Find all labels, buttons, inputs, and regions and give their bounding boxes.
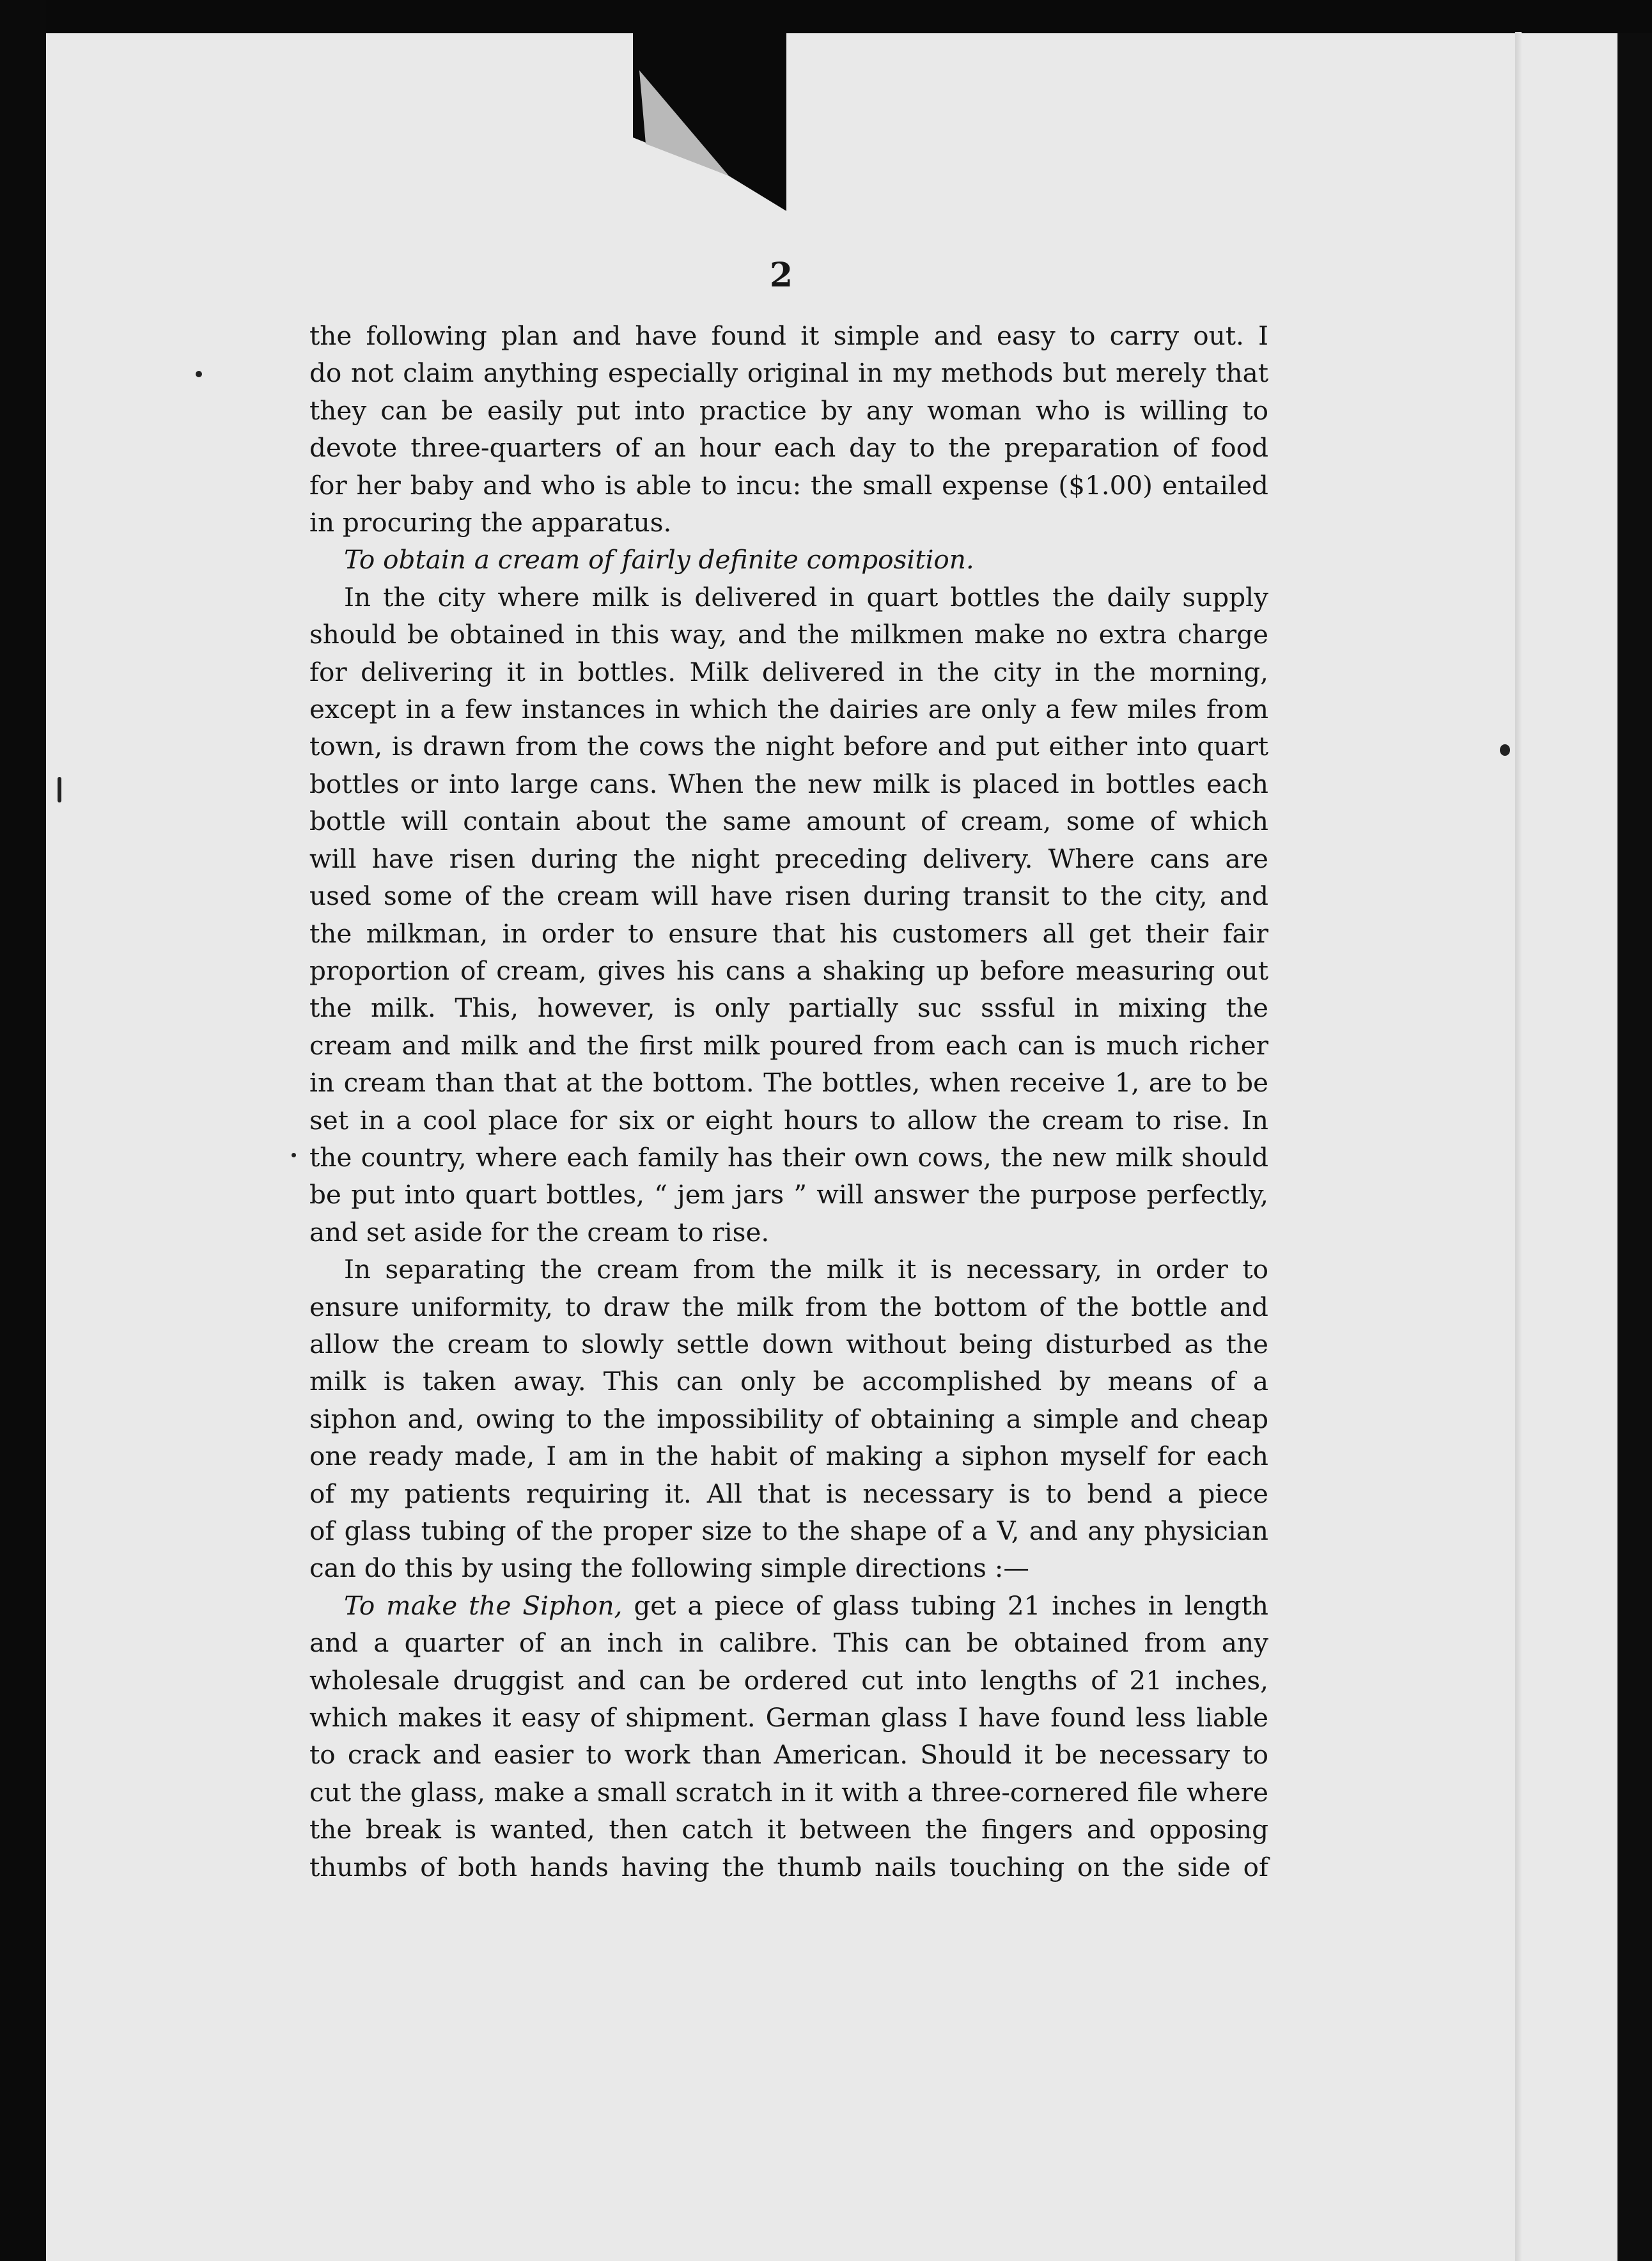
- text-line: milk is taken away. This can only be accomplished by means of a: [309, 1366, 1268, 1397]
- text-line: wholesale druggist and can be ordered cut into lengths of 21 inches,: [309, 1664, 1268, 1696]
- text-line: allow the cream to slowly settle down without being disturbed as the: [309, 1328, 1268, 1359]
- text-line: should be obtained in this way, and the milkmen make no extra charge: [309, 619, 1268, 650]
- text-line: one ready made, I am in the habit of making a siphon myself for each: [309, 1441, 1268, 1472]
- speck-mark: [292, 1153, 296, 1157]
- speck-mark: [196, 371, 202, 377]
- text-line: will have risen during the night preceding delivery. Where cans are: [309, 843, 1268, 874]
- section-heading: To obtain a cream of fairly definite composition.: [344, 544, 974, 575]
- page-number: 2: [769, 256, 793, 295]
- italic-lead-in: To make the Siphon,: [344, 1590, 623, 1621]
- text-line: used some of the cream will have risen during transit to the city, and: [309, 880, 1268, 912]
- text-line: the break is wanted, then catch it between the fingers and opposing: [309, 1814, 1268, 1845]
- scan-top-border: [0, 0, 1652, 33]
- text-line: for delivering it in bottles. Milk delivered in the city in the morning,: [309, 656, 1268, 687]
- page-edge-shadow: [1515, 32, 1522, 2261]
- text-line: siphon and, owing to the impossibility of obtaining a simple and cheap: [309, 1403, 1268, 1434]
- text-line: be put into quart bottles, “ jem jars ” will answer the purpose perfectly,: [309, 1179, 1268, 1210]
- text-line: In separating the cream from the milk it is necessary, in order to: [344, 1254, 1268, 1285]
- text-line: to crack and easier to work than American. Should it be necessary to: [309, 1739, 1268, 1771]
- text-line: do not claim anything especially original in my methods but merely that: [309, 357, 1268, 389]
- text-line: cream and milk and the first milk poured from each can is much richer: [309, 1029, 1268, 1061]
- speck-mark: [58, 777, 61, 802]
- text-line: and set aside for the cream to rise.: [309, 1216, 770, 1248]
- text-line: bottles or into large cans. When the new milk is placed in bottles each: [309, 768, 1268, 799]
- text-line: and a quarter of an inch in calibre. This can be obtained from any: [309, 1627, 1268, 1659]
- text-line: thumbs of both hands having the thumb nails touching on the side of: [309, 1851, 1268, 1882]
- text-line: bottle will contain about the same amount of cream, some of which: [309, 806, 1268, 837]
- text-line: the following plan and have found it simple and easy to carry out. I: [309, 320, 1268, 351]
- text-line: ensure uniformity, to draw the milk from the bottom of the bottle and: [309, 1291, 1268, 1322]
- text-line: in cream than that at the bottom. The bottles, when receive 1, are to be: [309, 1067, 1268, 1099]
- text-line: of my patients requiring it. All that is necessary is to bend a piece: [309, 1478, 1268, 1509]
- body-text: [309, 317, 1268, 1886]
- text-line: of glass tubing of the proper size to the shape of a V, and any physician: [309, 1515, 1268, 1546]
- text-fragment: get a piece of glass tubing 21 inches in length: [622, 1590, 1268, 1621]
- text-line: town, is drawn from the cows the night before and put either into quart: [309, 731, 1268, 762]
- text-line: which makes it easy of shipment. German glass I have found less liable: [309, 1702, 1268, 1733]
- scan-left-border: [0, 0, 46, 2261]
- text-line: the milkman, in order to ensure that his customers all get their fair: [309, 918, 1268, 949]
- text-line: the milk. This, however, is only partially suc sssful in mixing the: [309, 992, 1268, 1024]
- speck-mark: [1500, 744, 1510, 756]
- text-line: In the city where milk is delivered in quart bottles the daily supply: [344, 581, 1268, 613]
- text-line: in procuring the apparatus.: [309, 507, 672, 538]
- text-line: the country, where each family has their own cows, the new milk should: [309, 1141, 1268, 1173]
- text-line: can do this by using the following simple directions :—: [309, 1553, 1029, 1584]
- text-line: [309, 1587, 1268, 1624]
- text-line: for her baby and who is able to incu: the small expense ($1.00) entailed: [309, 469, 1268, 501]
- text-line: cut the glass, make a small scratch in it with a three-cornered file where: [309, 1776, 1268, 1808]
- folded-corner-shape: [633, 32, 786, 211]
- text-line: proportion of cream, gives his cans a shaking up before measuring out: [309, 955, 1268, 986]
- text-line: devote three-quarters of an hour each day to the preparation of food: [309, 432, 1268, 464]
- text-line: set in a cool place for six or eight hours to allow the cream to rise. In: [309, 1104, 1268, 1136]
- text-line: they can be easily put into practice by any woman who is willing to: [309, 395, 1268, 426]
- text-line: except in a few instances in which the dairies are only a few miles from: [309, 694, 1268, 725]
